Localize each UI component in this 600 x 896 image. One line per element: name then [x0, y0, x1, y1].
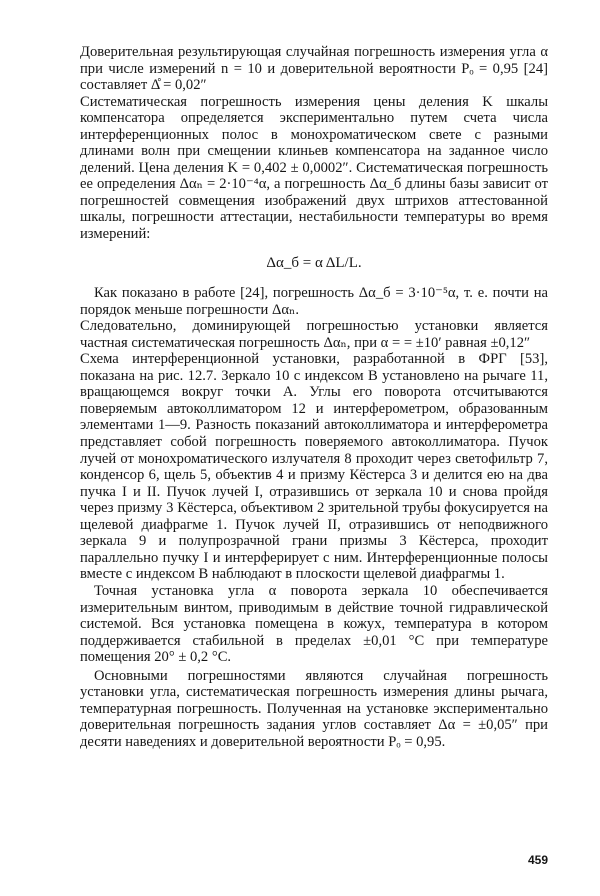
formula-base-error: Δα_б = α ΔL/L. — [266, 254, 362, 271]
paragraph-systematic-error: Систематическая погрешность измерения цены деления K шкалы компенсатора определяется экспериментально путем счета числа интерференционных полос в монохроматическом свете с разными длинами волн при смещении клиньев компенсатора на заданное число делений. Цена деления K = 0,402 ± 0,0002″. Систематическая погрешность ее определения Δαₙ = 2·10⁻⁴α, а погрешность Δα_б длины базы зависит от погрешностей совмещения изображений двух штрихов аттестованной шкалы, погрешности аттестации, нестабильности температуры во время измерений: — [80, 93, 548, 243]
paragraph-setup-scheme: Схема интерференционной установки, разработанной в ФРГ [53], показана на рис. 12.7. Зеркало 10 с индексом B установлено на рычаге 11, вращающемся вокруг точки A. Углы его поворота отсчитываются поверяемым автоколлиматором 12 и интерферометром, образованным элементами 1—9. Разность показаний автоколлиматора и интерферометра представляет собой погрешность поверяемого автоколлиматора. Пучок лучей от монохроматического излучателя 8 проходит через светофильтр 7, конденсор 6, щель 5, объектив 4 и призму Кёстерса 3 и делится ею на два пучка I и II. Пучок лучей I, отразившись от зеркала 10 и снова пройдя через призму 3 Кёстерса, объективом 2 зрительной трубы фокусируется на щелевой диафрагме 1. Пучок лучей II, отразившись от неподвижного зеркала 9 и полупрозрачной грани призмы 3 Кёстерса, проходит параллельно пучку I и интерферирует с ним. Интерференционные полосы вместе с индексом B наблюдают в плоскости щелевой диафрагмы 1. — [80, 351, 548, 583]
paragraph-random-error: Доверительная результирующая случайная погрешность измерения угла α при числе измерений n = 10 и доверительной вероятности Pₒ = 0,95 [24] составляет Δ̊ = 0,02″ — [80, 44, 548, 94]
paragraph-main-errors: Основными погрешностями являются случайная погрешность установки угла, систематическая погрешность измерения длины рычага, температурная погрешность. Полученная на установке экспериментально доверительная погрешность задания углов составляет Δα = ±0,05″ при десяти наведениях и доверительной вероятности Pₒ = 0,95. — [80, 667, 548, 750]
paragraph-work-reference: Как показано в работе [24], погрешность Δα_б = 3·10⁻⁵α, т. е. почти на порядок меньше погрешности Δαₙ. — [80, 285, 548, 318]
paragraph-precise-setting: Точная установка угла α поворота зеркала 10 обеспечивается измерительным винтом, приводимым в действие точной гидравлической системой. Вся установка помещена в кожух, температура в котором поддерживается стабильной в пределах ±0,01 °C при температуре помещения 20° ± 0,2 °C. — [80, 582, 548, 666]
paragraph-dominant-error: Следовательно, доминирующей погрешностью установки является частная систематическая погрешность Δαₙ, при α = = ±10′ равная ±0,12″ — [80, 318, 548, 351]
page-number: 459 — [527, 853, 548, 867]
